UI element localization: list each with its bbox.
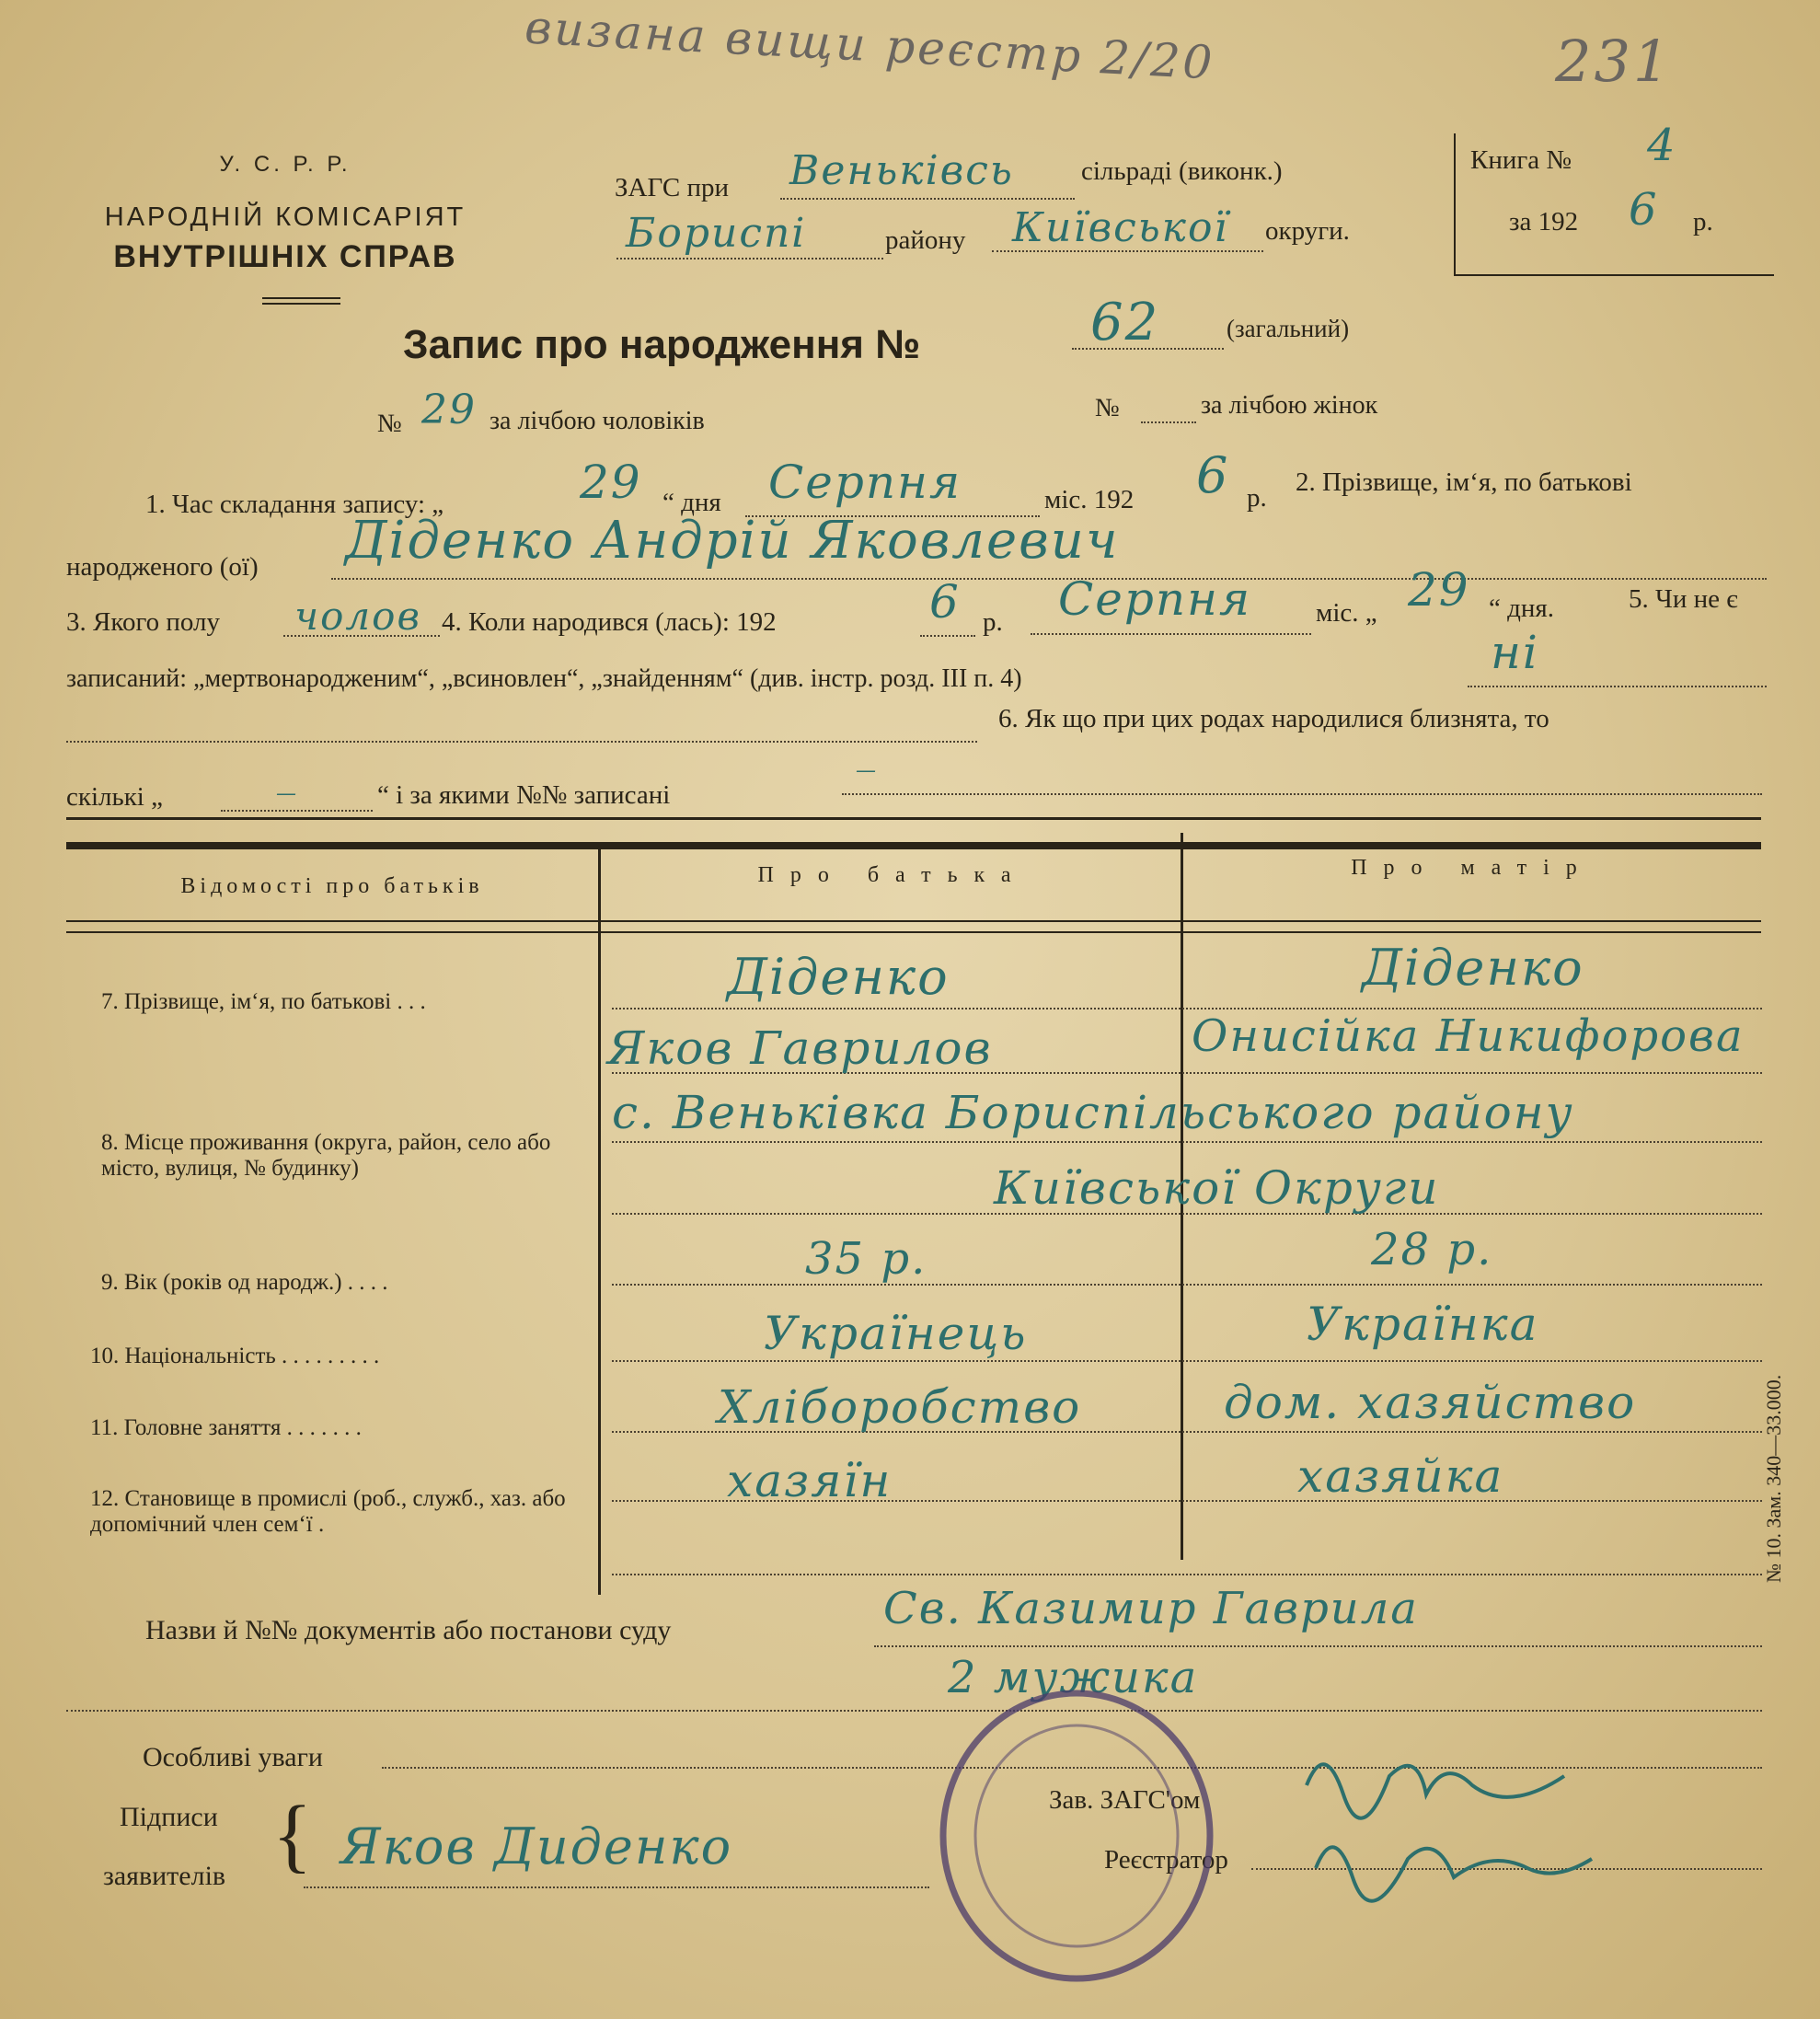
f2-value: Діденко Андрій Яковлевич [345,511,1120,571]
documents-value-1: Св. Казимир Гаврила [883,1583,1419,1634]
table-top-rule-thin [66,817,1761,820]
women-number-line [1141,421,1196,423]
official-stamp [929,1684,1224,1988]
commissariat-line2: ВНУТРІШНІХ СПРАВ [113,239,457,274]
father-status: хазяїн [727,1454,893,1507]
father-age: 35 р. [805,1233,927,1285]
book-label: Книга № [1470,145,1572,175]
f6-count: — [276,782,298,805]
f4-day: 29 [1408,563,1470,617]
table-col-divider-1 [598,849,601,1595]
f4-year-suffix: р. [983,607,1003,637]
row-label-12: 12. Становище в промислі (роб., служб., хаз. або допомічний член сем‘ї . [90,1486,566,1537]
table-top-rule-thick [66,842,1761,849]
row-line-9 [612,1574,1762,1575]
row-line-5 [612,1284,1762,1286]
documents-value-2: 2 мужика [948,1652,1199,1703]
mother-occupation: дом. хазяйство [1224,1376,1637,1429]
book-year-suffix: р. [1693,207,1713,237]
republic-label: У. С. Р. Р. [219,152,351,177]
book-year-label: за 192 [1509,207,1579,237]
f2-label: 2. Прізвище, ім‘я, по батькові [1296,467,1632,497]
zags-village-line [780,198,1075,200]
zags-council: сільраді (виконк.) [1081,156,1283,186]
documents-line [874,1645,1762,1647]
women-label: за лічбою жінок [1201,391,1378,420]
f2-label-cont: народженого (ої) [66,552,259,582]
mother-status: хазяйка [1297,1449,1504,1503]
row-line-3 [612,1141,1762,1143]
f4-year: 6 [929,575,961,629]
record-title: Запис про народження № [403,322,921,367]
f4-year-line [920,635,975,637]
district-line [616,258,883,260]
record-number: 62 [1090,293,1160,352]
row-label-8: 8. Місце проживання (округа, район, село або місто, вулиця, № будинку) [101,1130,551,1181]
registrar-label: Реєстратор [1104,1845,1228,1875]
men-prefix: № [377,410,402,438]
row-label-9: 9. Вік (років од народж.) . . . . [101,1270,388,1295]
zags-village: Веньківсь [789,147,1014,194]
f1-month: Серпня [768,456,962,509]
f1-day-suffix: “ дня [662,488,721,517]
f5-label-cont: записаний: „мертвонародженим“, „всиновлен“, „знайденням“ (див. інстр. розд. III п. 4) [66,664,1022,693]
book-box-bottom [1454,274,1774,276]
f6-numbers: — [856,759,878,782]
zags-prefix: ЗАГС при [615,173,729,202]
father-surname: Діденко [727,948,950,1006]
f4-label: 4. Коли народився (лась): 192 [442,607,777,637]
official-signature [1288,1730,1601,1914]
record-suffix: (загальний) [1227,315,1350,342]
f5-line-2 [66,741,977,743]
row-label-7: 7. Прізвище, ім‘я, по батькові . . . [101,989,426,1014]
f2-line [331,578,1767,580]
mother-nationality: Українка [1307,1298,1539,1351]
head-label: Зав. ЗАГС'ом [1049,1785,1201,1815]
row-label-11: 11. Головне заняття . . . . . . . [90,1415,362,1440]
father-occupation: Хліборобство [718,1380,1082,1434]
mother-surname: Діденко [1362,939,1584,997]
row-label-10: 10. Національність . . . . . . . . . [90,1344,380,1368]
f1-month-suffix: міс. 192 [1044,485,1135,514]
father-name: Яков Гаврилов [607,1021,993,1075]
f4-day-suffix: “ дня. [1489,594,1554,623]
f1-day: 29 [580,456,642,509]
book-year-digit: 6 [1629,184,1659,236]
side-print: № 10. Зам. 340—33.000. [1762,1374,1785,1583]
documents-line-2 [66,1710,1762,1712]
f5-value: ні [1491,626,1539,679]
f4-month-suffix: міс. „ [1316,598,1377,628]
f3-value: чолов [294,594,421,639]
remarks-label: Особливі уваги [143,1742,323,1772]
archive-number: 231 [1555,28,1673,95]
father-nationality: Українець [764,1307,1028,1360]
district-label: району [885,225,966,255]
commissariat-line1: НАРОДНІЙ КОМІСАРІЯТ [104,202,467,232]
mother-name: Онисійка Никифорова [1192,1010,1745,1062]
residence-line2: Київської Округи [994,1161,1440,1215]
f1-year: 6 [1196,446,1230,504]
men-number: 29 [421,386,477,433]
mother-age: 28 р. [1371,1224,1493,1275]
f6-label-cont: скількі „ [66,782,163,812]
pencil-note: визана вищи реєстр 2/20 [523,0,1216,90]
table-header-rule [66,920,1761,922]
applicant-signature: Яков Диденко [340,1817,733,1875]
f1-year-suffix: р. [1247,483,1267,513]
book-box-left [1454,133,1456,276]
col-mother-header: Про матір [1351,856,1594,880]
signatures-label-1: Підписи [120,1802,218,1832]
header-rule-1 [262,297,340,299]
applicant-line [304,1886,929,1888]
f5-line [1468,686,1767,687]
okrug-label: округи. [1265,216,1350,246]
women-prefix: № [1095,394,1120,422]
documents-label: Назви й №№ документів або постанови суду [145,1615,672,1645]
f4-month-line [1031,633,1311,635]
f4-month: Серпня [1058,572,1252,626]
col-info-header: Відомості про батьків [180,874,484,898]
men-label: за лічбою чоловіків [490,407,705,435]
signatures-brace: { [272,1790,313,1881]
residence-line1: с. Веньківка Бориспільського району [612,1086,1574,1139]
f6-mid: “ і за якими №№ записані [377,780,671,810]
book-number: 4 [1647,120,1677,171]
f6-numbers-line [842,793,1762,795]
table-header-rule-2 [66,931,1761,933]
f5-label: 5. Чи не є [1629,584,1738,614]
header-rule-2 [262,303,340,305]
row-line-6 [612,1360,1762,1362]
signatures-label-2: заявителів [103,1861,226,1891]
row-line-1 [612,1008,1762,1009]
f6-count-line [221,810,373,812]
f3-label: 3. Якого полу [66,607,220,637]
district-value: Бориспі [626,210,807,257]
f6-label: 6. Як що при цих родах народилися близнята, то [998,704,1549,733]
okrug-value: Київської [1012,204,1229,251]
f1-label: 1. Час складання запису: „ [145,490,444,519]
col-father-header: Про батька [757,863,1028,887]
